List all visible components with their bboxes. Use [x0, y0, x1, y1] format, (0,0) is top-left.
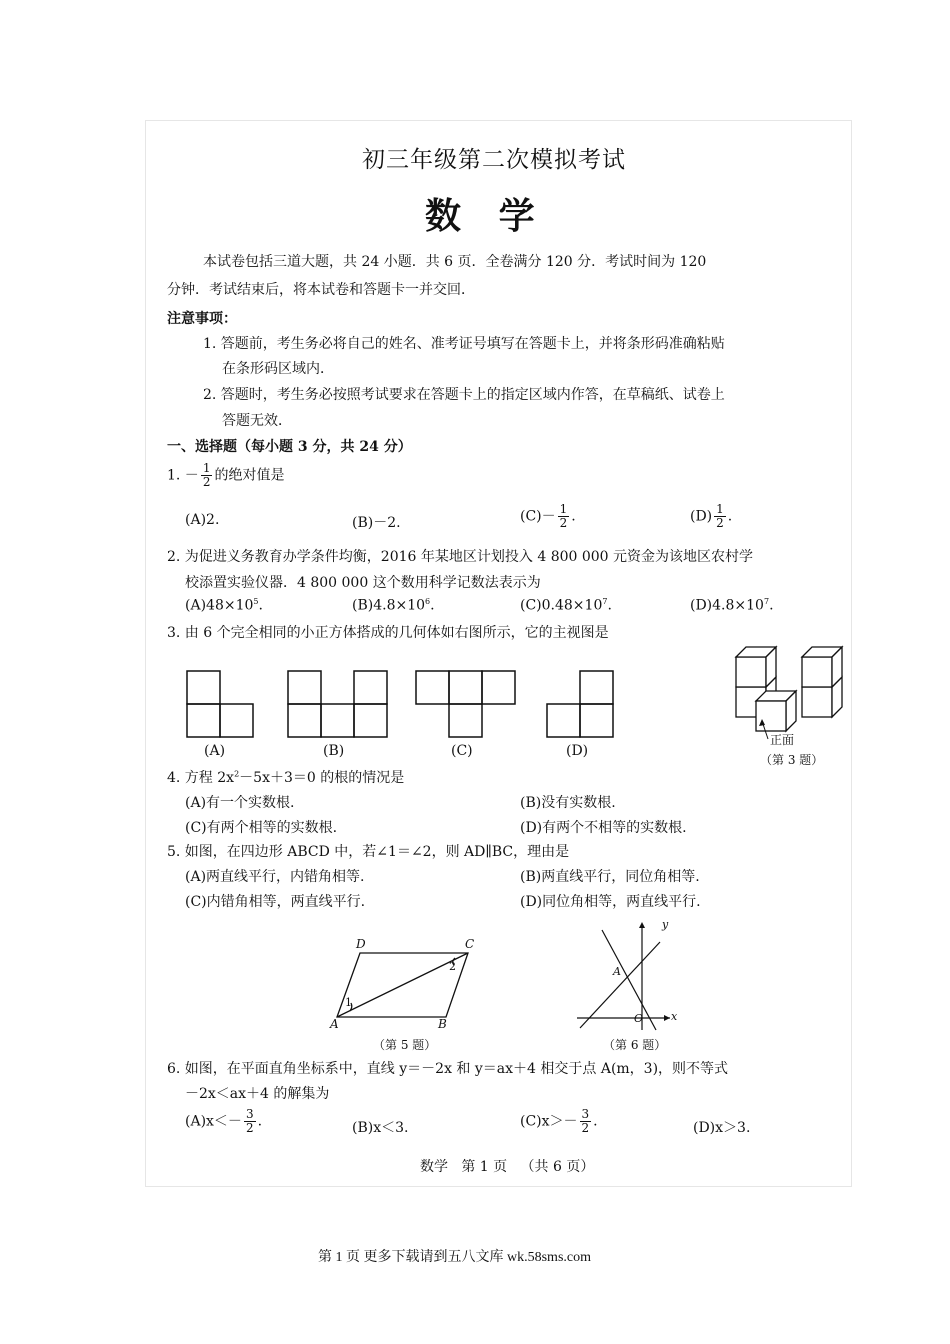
- subject-title: 数 学: [425, 195, 535, 237]
- q6-option-d: (D)x＞3.: [693, 1120, 751, 1136]
- q6-coordinate-figure: [572, 918, 682, 1033]
- q1-d-fraction: [714, 503, 726, 530]
- question-2-line-2: 校添置实验仪器．4 800 000 这个数用科学记数法表示为: [185, 575, 541, 591]
- q2-option-d: [690, 597, 774, 614]
- q3-option-b-figure: [287, 670, 389, 738]
- q2-d-dot: .: [769, 597, 774, 614]
- q6-a-num: 3: [245, 1107, 254, 1121]
- q4-option-a: (A)有一个实数根.: [185, 795, 295, 811]
- q1-c-den: 2: [559, 516, 568, 530]
- q6-a-prefix: (A)x＜－: [185, 1113, 242, 1130]
- q5-label-b: B: [438, 1017, 447, 1031]
- q6-label-a: A: [613, 965, 621, 978]
- q5-label-c: C: [465, 937, 475, 951]
- q6-c-prefix: (C)x＞－: [520, 1113, 578, 1130]
- exam-title: 初三年级第二次模拟考试: [362, 147, 626, 173]
- question-6-line-1: 6. 如图，在平面直角坐标系中，直线 y＝－2x 和 y＝ax＋4 相交于点 A(m，3)，则不等式: [167, 1061, 729, 1077]
- q6-figure-caption: （第 6 题）: [603, 1038, 667, 1052]
- q1-d-prefix: (D): [690, 508, 713, 525]
- q4-option-b: (B)没有实数根.: [520, 795, 616, 811]
- q6-c-fraction: [580, 1108, 592, 1135]
- q1-c-suffix: .: [571, 508, 576, 525]
- q2-c-exp: 7: [602, 597, 608, 606]
- q3-figure-caption: （第 3 题）: [760, 753, 824, 767]
- q2-b-exp: 6: [425, 597, 431, 606]
- q6-label-o: O: [634, 1012, 644, 1025]
- q5-label-d: D: [356, 937, 366, 951]
- question-2-line-1: 2. 为促进义务教育办学条件均衡，2016 年某地区计划投入 4 800 000 元资金为该地区农村学: [167, 549, 754, 565]
- q3-cube-figure: [732, 645, 847, 741]
- question-1: [167, 462, 284, 489]
- q1-fraction: [201, 462, 213, 489]
- q6-a-suffix: .: [257, 1113, 263, 1130]
- q2-a-exp: 5: [253, 597, 259, 606]
- q6-a-fraction: [244, 1108, 256, 1135]
- q5-figure-caption: （第 5 题）: [373, 1038, 437, 1052]
- q4-stem-suffix: －5x＋3＝0 的根的情况是: [239, 770, 405, 786]
- q6-c-suffix: .: [593, 1113, 598, 1130]
- q2-b-dot: .: [430, 597, 435, 614]
- question-3: 3. 由 6 个完全相同的小正方体搭成的几何体如右图所示，它的主视图是: [167, 625, 609, 641]
- q6-c-num: 3: [581, 1107, 590, 1121]
- q3-option-a: (A): [204, 743, 226, 759]
- q1-d-num: 1: [716, 502, 724, 516]
- q2-c-base: (C)0.48×10: [520, 597, 603, 614]
- q3-option-a-figure: [186, 670, 256, 738]
- q2-b-base: (B)4.8×10: [352, 597, 426, 614]
- q2-option-c: [520, 597, 612, 614]
- q1-option-b: (B)－2.: [352, 515, 401, 531]
- q1-c-num: 1: [559, 502, 568, 516]
- q5-label-1: 1: [345, 996, 352, 1009]
- intro-line-1: 本试卷包括三道大题，共 24 小题．共 6 页．全卷满分 120 分．考试时间为 120: [203, 254, 707, 270]
- q3-front-label: 正面: [770, 733, 795, 747]
- q4-option-d: (D)有两个不相等的实数根.: [520, 820, 687, 836]
- notice-item-2: 2. 答题时，考生务必按照考试要求在答题卡上的指定区域内作答，在草稿纸、试卷上: [203, 387, 725, 403]
- q6-a-den: 2: [245, 1121, 254, 1135]
- q2-a-dot: .: [258, 597, 263, 614]
- notice-item-1: 1. 答题前，考生务必将自己的姓名、准考证号填写在答题卡上，并将条形码准确粘贴: [203, 336, 725, 352]
- q5-label-2: 2: [449, 960, 456, 973]
- q4-stem-prefix: 4. 方程 2x: [167, 770, 235, 786]
- q1-option-a: (A)2.: [185, 512, 220, 528]
- q1-d-suffix: .: [727, 508, 733, 525]
- q2-option-b: [352, 597, 435, 614]
- q5-label-a: A: [330, 1017, 339, 1031]
- q4-option-c: (C)有两个相等的实数根.: [185, 820, 338, 836]
- q1-option-d: [690, 503, 732, 530]
- q5-option-c: (C)内错角相等，两直线平行.: [185, 894, 366, 910]
- q1-option-c: [520, 503, 576, 530]
- q3-option-d-figure: [546, 670, 616, 738]
- q6-c-den: 2: [581, 1121, 590, 1135]
- q2-option-a: [185, 597, 263, 614]
- q3-option-d: (D): [566, 743, 589, 759]
- q5-option-d: (D)同位角相等，两直线平行.: [520, 894, 701, 910]
- q2-a-base: (A)48×10: [185, 597, 254, 614]
- q6-option-b: (B)x＜3.: [352, 1120, 409, 1136]
- q6-option-a: [185, 1108, 262, 1135]
- page-footer: 数学 第 1 页 （共 6 页）: [420, 1159, 595, 1175]
- notice-item-1-cont: 在条形码区域内．: [222, 361, 334, 377]
- q1-c-fraction: [558, 503, 570, 530]
- notice-heading: 注意事项：: [167, 311, 237, 327]
- q3-option-c-figure: [415, 670, 517, 738]
- q3-option-c: (C): [451, 743, 473, 759]
- q5-option-a: (A)两直线平行，内错角相等.: [185, 869, 365, 885]
- q1-suffix: 的绝对值是: [214, 467, 285, 484]
- q2-d-exp: 7: [763, 597, 770, 606]
- q5-quadrilateral-figure: [330, 945, 480, 1025]
- question-5: 5. 如图，在四边形 ABCD 中，若∠1＝∠2，则 AD∥BC，理由是: [167, 844, 570, 860]
- q6-option-c: [520, 1108, 598, 1135]
- q6-label-x: x: [671, 1010, 678, 1023]
- q1-c-prefix: (C)－: [520, 508, 556, 525]
- q6-label-y: y: [662, 918, 669, 931]
- download-footer: 第 1 页 更多下载请到五八文库 wk.58sms.com: [318, 1250, 591, 1265]
- question-6-line-2: －2x＜ax＋4 的解集为: [185, 1086, 330, 1102]
- notice-item-2-cont: 答题无效．: [222, 413, 292, 429]
- q2-c-dot: .: [607, 597, 612, 614]
- section-1-heading: 一、选择题（每小题 3 分，共 24 分）: [167, 439, 412, 455]
- q1-prefix: 1. －: [167, 467, 199, 484]
- q3-option-b: (B): [323, 743, 345, 759]
- q1-frac-num: 1: [202, 461, 211, 475]
- intro-line-2: 分钟．考试结束后，将本试卷和答题卡一并交回．: [167, 282, 475, 298]
- q1-frac-den: 2: [202, 475, 211, 489]
- question-4: [167, 767, 404, 787]
- q5-option-b: (B)两直线平行，同位角相等.: [520, 869, 700, 885]
- q2-d-base: (D)4.8×10: [690, 597, 764, 614]
- q1-d-den: 2: [716, 516, 724, 530]
- q4-stem-exp: 2: [234, 769, 240, 779]
